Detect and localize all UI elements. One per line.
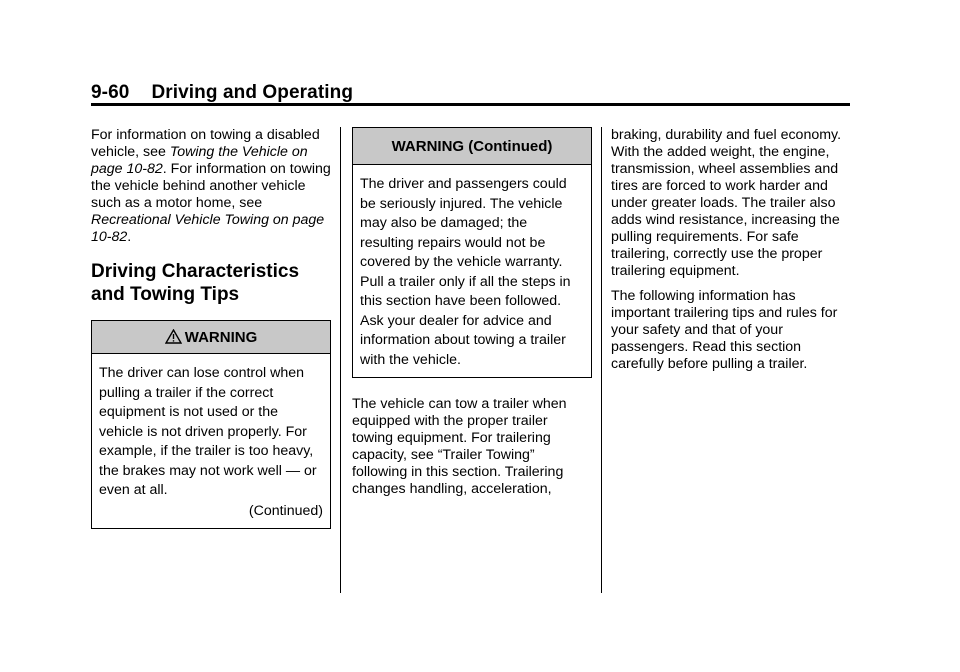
warning-box [91,320,331,529]
trailering-paragraph-2: The following information has important trailering tips and rules for your safety and that of your passengers. Read this section carefully before pulling a trailer. [611,288,838,372]
intro-text-2: . For information on towing the vehicle behind another vehicle such as a motor home, see [91,161,331,211]
column-divider-2 [601,127,602,593]
warning-box-continued [352,127,592,378]
chapter-title: Driving and Operating [151,82,354,103]
warning-label: WARNING [184,329,258,346]
warning-body [92,354,330,528]
warning-triangle-icon [165,329,182,344]
page-number: 9-60 [91,82,130,103]
column-2 [352,127,592,506]
intro-paragraph [91,127,331,246]
towing-paragraph: The vehicle can tow a trailer when equipped with the proper trailer towing equipment. For trailering capacity, see “Trailer Towing” following in this section. Trailering changes handling, acceleration, [352,396,567,497]
warning-continued-header: WARNING (Continued) [353,128,591,165]
column-3 [611,127,851,381]
cross-ref-rv-towing: Recreational Vehicle Towing on page 10-82 [91,212,325,245]
warning-continued-body [353,165,591,377]
section-title: Driving Characteristics and Towing Tips [91,261,300,305]
trailering-paragraph-1: braking, durability and fuel economy. With the added weight, the engine, transmission, wheel assemblies and tires are forced to work harder and under greater loads. The trailer also adds wind resistance, increasing the pulling requirements. For safe trailering, correctly use the proper trailering equipment. [611,127,842,279]
warning-continued-text: The driver and passengers could be seriously injured. The vehicle may also be damaged; the resulting repairs would not be covered by the vehicle warranty. Pull a trailer only if all the steps in this section have been followed. Ask your dealer for advice and information about towing a trailer with the vehicle. [360,176,571,368]
intro-text-1: For information on towing a disabled vehicle, see [91,127,320,160]
warning-text: The driver can lose control when pulling a trailer if the correct equipment is not used or the vehicle is not driven properly. For example, if the trailer is too heavy, the brakes may not work well — or even at all. [99,365,317,498]
header-rule [91,103,850,106]
page-header [91,82,353,104]
warning-header [92,321,330,354]
column-1 [91,127,331,529]
cross-ref-towing-disabled: Towing the Vehicle on page 10-82 [91,144,308,177]
continued-label: (Continued) [248,502,323,519]
intro-text-3: . [127,229,132,245]
column-divider-1 [340,127,341,593]
